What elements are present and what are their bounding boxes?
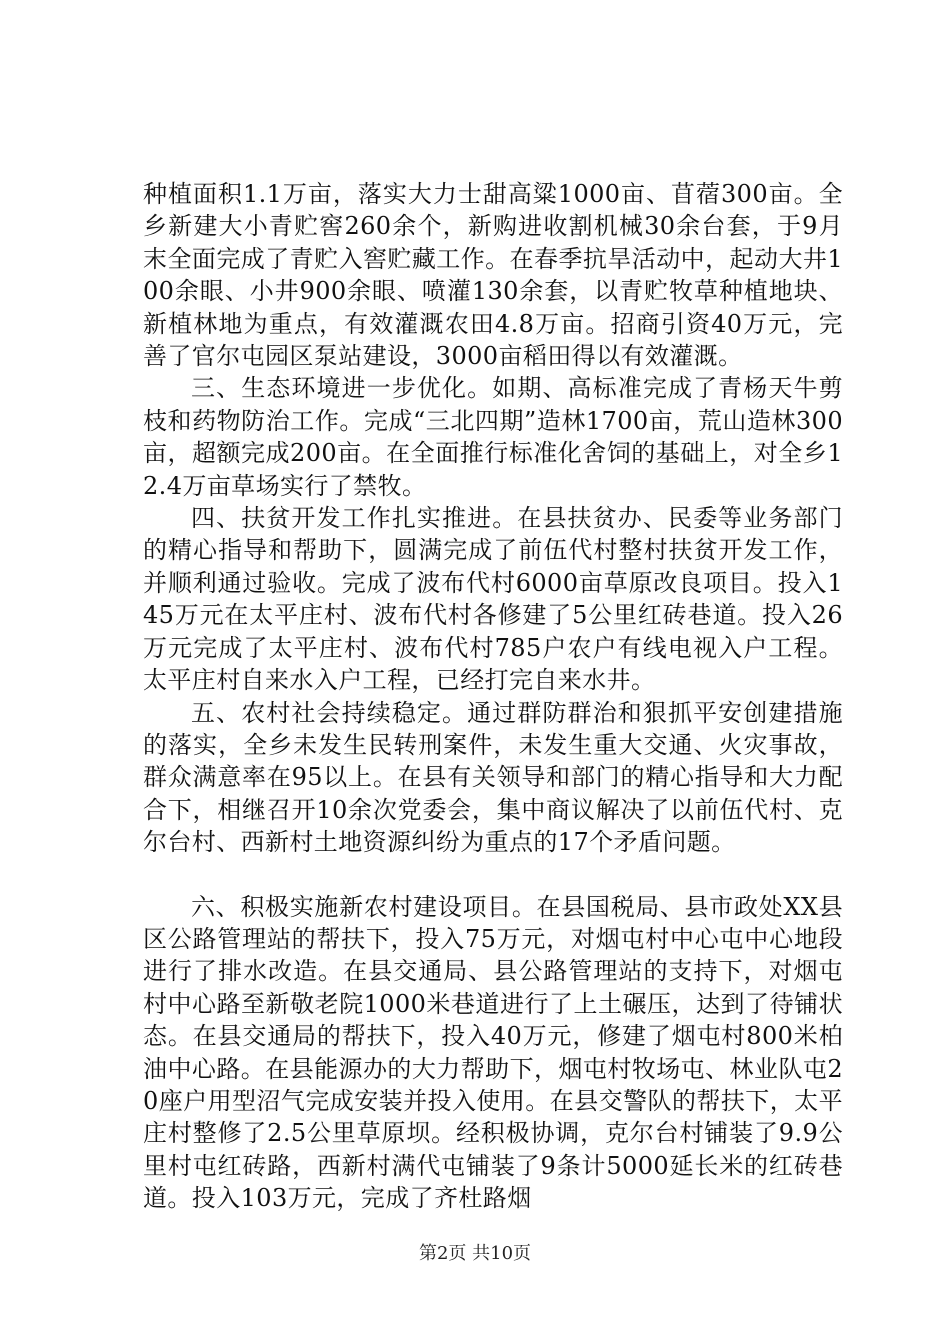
page-number-footer: 第2页 共10页 (418, 1243, 532, 1264)
document-body (143, 178, 843, 1215)
paragraph-social-stability: 五、农村社会持续稳定。通过群防群治和狠抓平安创建措施的落实，全乡未发生民转刑案件，未发生重大交通、火灾事故，群众满意率在95以上。在县有关领导和部门的精心指导和大力配合下，相继召开10余次党委会，集中商议解决了以前伍代村、克尔台村、西新村土地资源纠纷为重点的17个矛盾问题。 (143, 698, 843, 857)
paragraph-ecology: 三、生态环境进一步优化。如期、高标准完成了青杨天牛剪枝和药物防治工作。完成“三北四期”造林1700亩，荒山造林300亩，超额完成200亩。在全面推行标准化舍饲的基础上，对全乡12.4万亩草场实行了禁牧。 (143, 374, 843, 500)
paragraph-new-countryside: 六、积极实施新农村建设项目。在县国税局、县市政处XX县区公路管理站的帮扶下，投入75万元，对烟屯村中心屯中心地段进行了排水改造。在县交通局、县公路管理站的支持下，对烟屯村中心路至新敬老院1000米巷道进行了上土碾压，达到了待铺状态。在县交通局的帮扶下，投入40万元，修建了烟屯村800米柏油中心路。在县能源办的大力帮助下，烟屯村牧场屯、林业队屯20座户用型沼气完成安装并投入使用。在县交警队的帮扶下，太平庄村整修了2.5公里草原坝。经积极协调，克尔台村铺装了9.9公里村屯红砖路，西新村满代屯铺装了9条计5000延长米的红砖巷道。投入103万元，完成了齐杜路烟 (143, 892, 843, 1213)
paragraph-planting-continuation: 种植面积1.1万亩，落实大力士甜高粱1000亩、苜蓿300亩。全乡新建大小青贮窖260余个，新购进收割机械30余台套，于9月末全面完成了青贮入窖贮藏工作。在春季抗旱活动中，起动大井100余眼、小井900余眼、喷灌130余套，以青贮牧草种植地块、新植林地为重点，有效灌溉农田4.8万亩。招商引资40万元，完善了官尔屯园区泵站建设，3000亩稻田得以有效灌溉。 (143, 180, 843, 371)
paragraph-poverty-alleviation: 四、扶贫开发工作扎实推进。在县扶贫办、民委等业务部门的精心指导和帮助下，圆满完成了前伍代村整村扶贫开发工作，并顺利通过验收。完成了波布代村6000亩草原改良项目。投入145万元在太平庄村、波布代村各修建了5公里红砖巷道。投入26万元完成了太平庄村、波布代村785户农户有线电视入户工程。太平庄村自来水入户工程，已经打完自来水井。 (143, 504, 843, 695)
